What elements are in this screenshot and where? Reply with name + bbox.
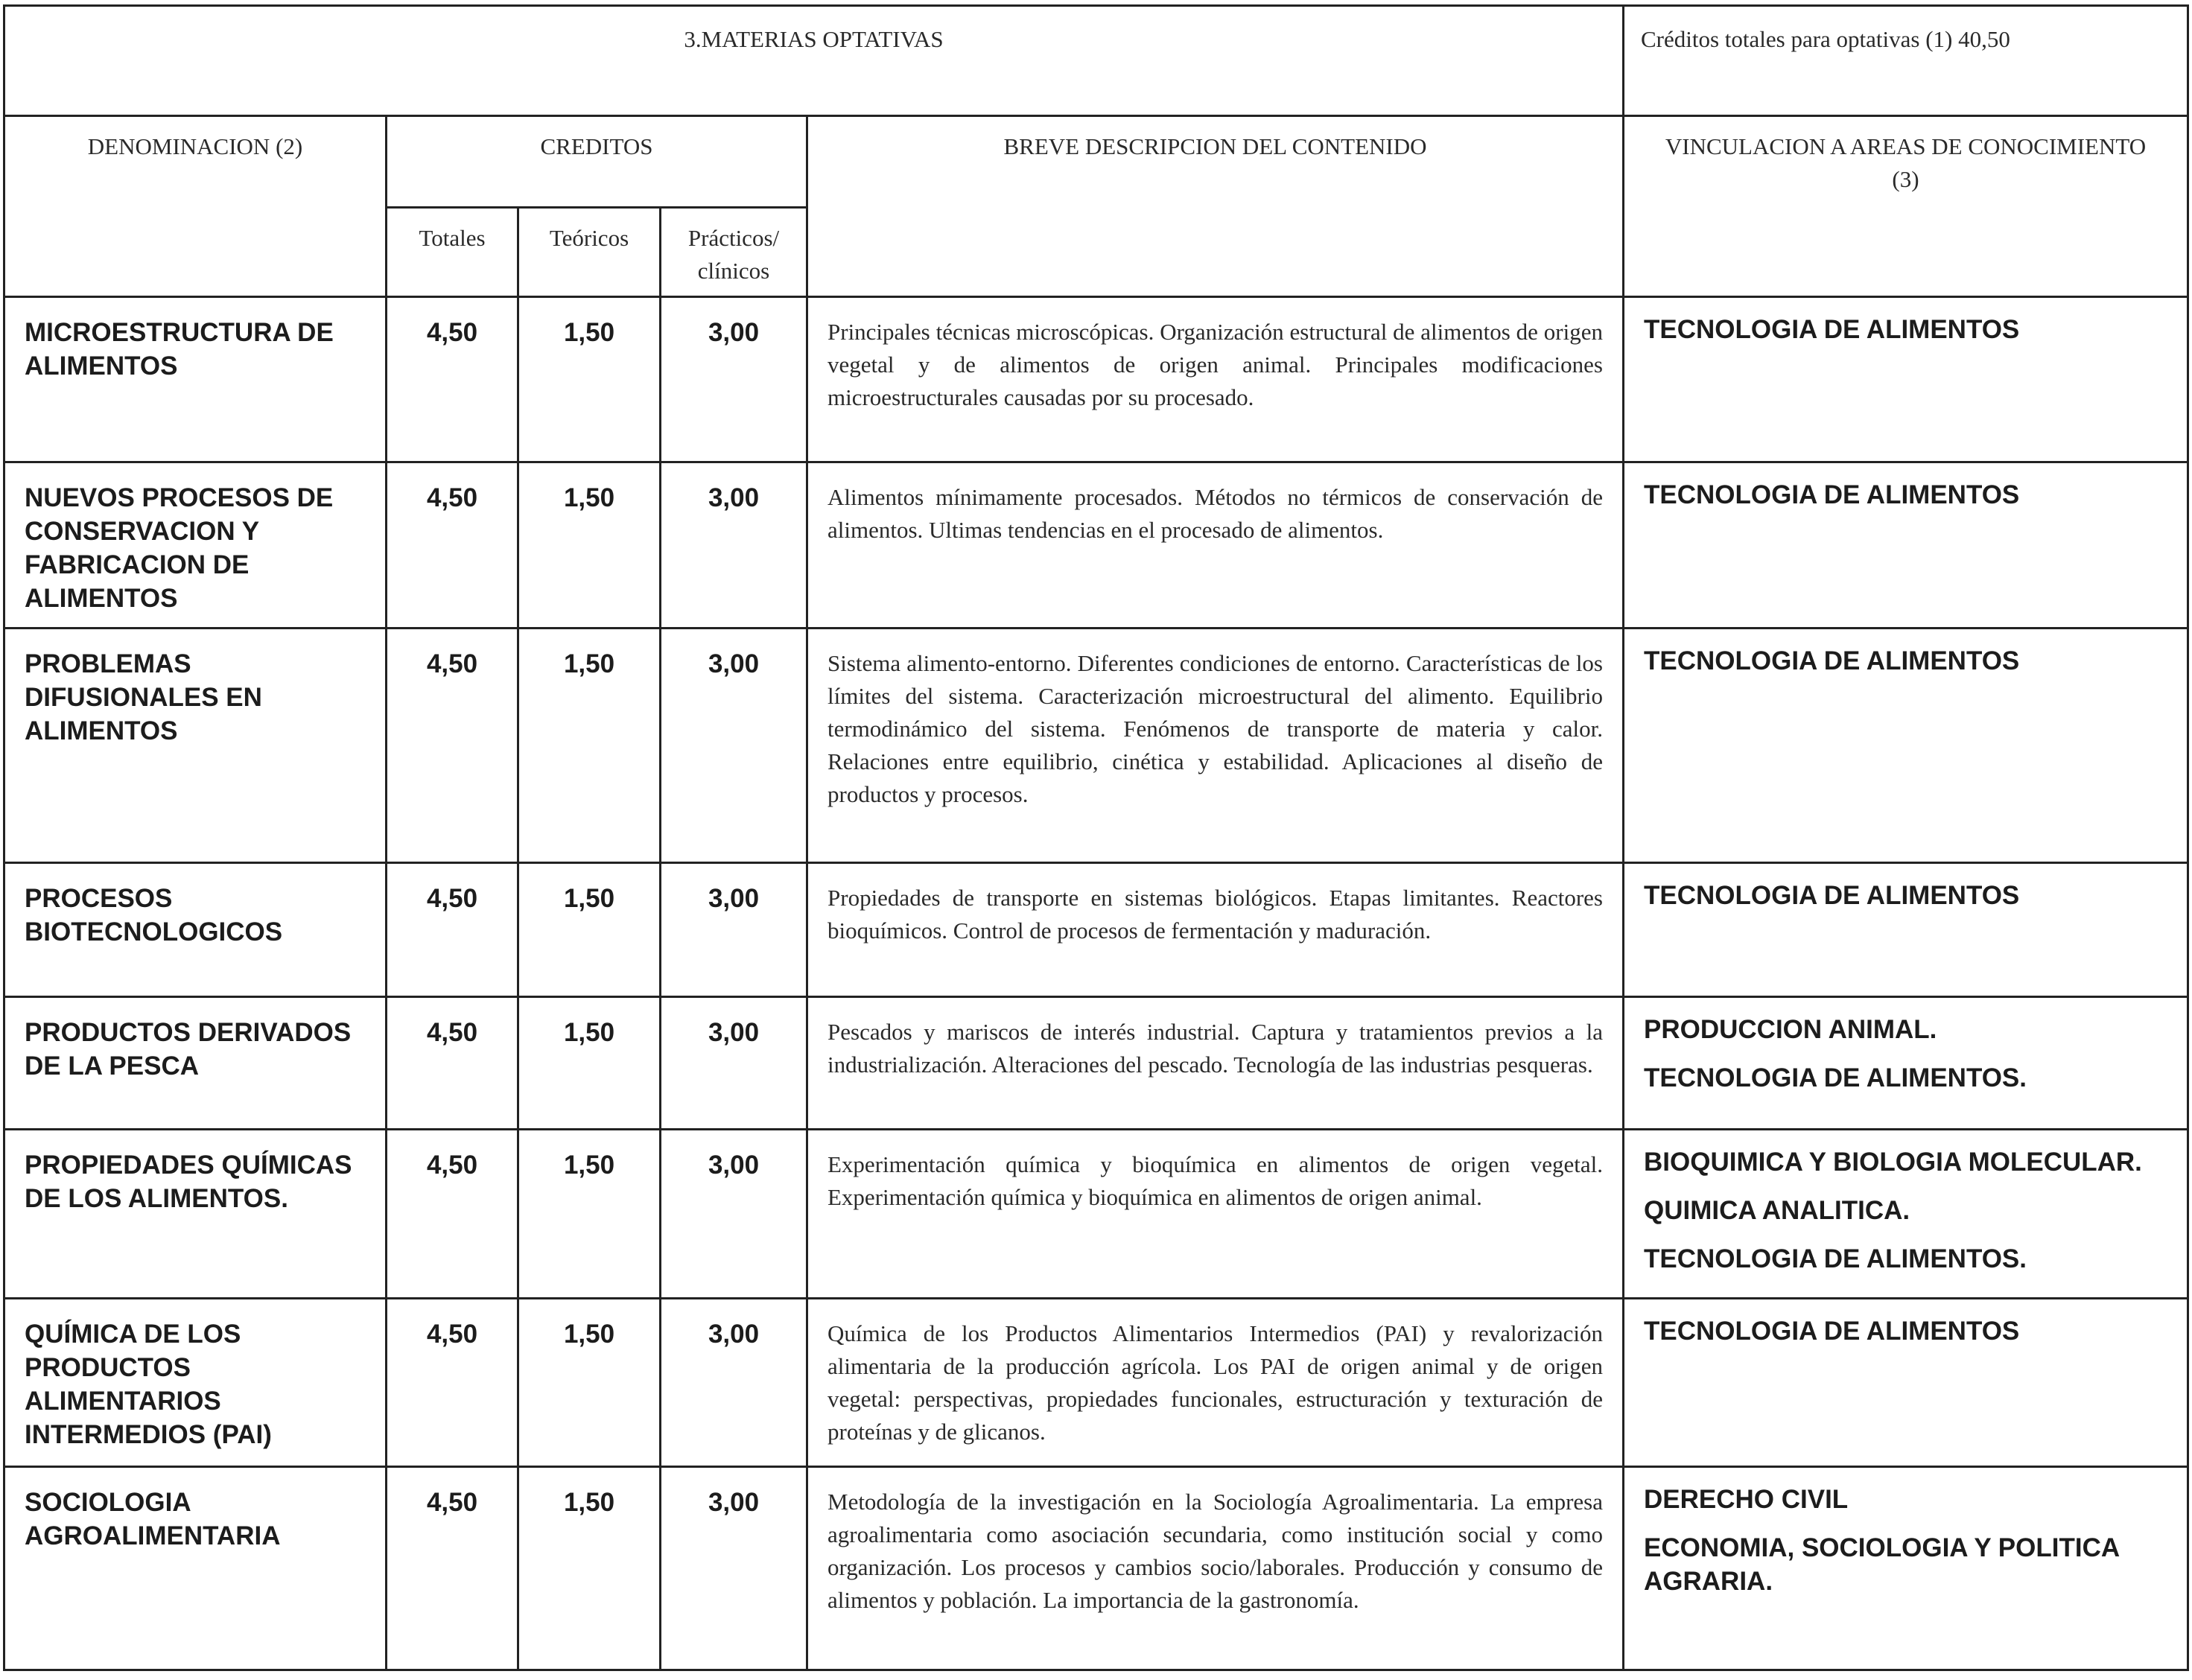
course-name: PROPIEDADES QUÍMICAS DE LOS ALIMENTOS. [4,1130,387,1299]
col-header-practicos: Prácticos/ clínicos [661,207,807,296]
course-description: Sistema alimento-entorno. Diferentes condiciones de entorno. Características de los límites del sistema. Caracterización microestructural del alimento. Equilibrio termodinámico del sistema. Fenómenos de transporte de materia y calor. Relaciones entre equilibrio, cinética y estabilidad. Aplicaciones al diseño de productos y procesos. [807,628,1624,862]
credits-totales: 4,50 [387,1130,518,1299]
table-row [4,1298,2188,1467]
course-description: Principales técnicas microscópicas. Organización estructural de alimentos de origen vegetal y de alimentos de origen animal. Principales modificaciones microestructurales causadas por su procesado. [807,296,1624,462]
course-name: PROBLEMAS DIFUSIONALES EN ALIMENTOS [4,628,387,862]
knowledge-areas [1624,862,2188,996]
knowledge-area: TECNOLOGIA DE ALIMENTOS [1644,1316,2020,1346]
knowledge-area: TECNOLOGIA DE ALIMENTOS [1644,314,2020,344]
knowledge-areas [1624,462,2188,628]
course-description: Alimentos mínimamente procesados. Métodos no térmicos de conservación de alimentos. Ultimas tendencias en el procesado de alimentos. [807,462,1624,628]
knowledge-areas [1624,996,2188,1129]
col-header-denominacion: DENOMINACION (2) [4,116,387,297]
knowledge-areas [1624,296,2188,462]
course-description: Pescados y mariscos de interés industrial. Captura y tratamientos previos a la industrialización. Alteraciones del pescado. Tecnología de las industrias pesqueras. [807,996,1624,1129]
table-row [4,1130,2188,1299]
knowledge-area: QUIMICA ANALITICA. [1644,1196,1910,1226]
section-title: 3.MATERIAS OPTATIVAS [4,6,1624,116]
knowledge-area: TECNOLOGIA DE ALIMENTOS. [1644,1244,2027,1274]
table-row [4,862,2188,996]
course-description: Propiedades de transporte en sistemas biológicos. Etapas limitantes. Reactores bioquímicos. Control de procesos de fermentación y maduración. [807,862,1624,996]
col-header-creditos: CREDITOS [387,116,807,207]
credits-practicos: 3,00 [661,296,807,462]
knowledge-areas [1624,1467,2188,1670]
course-name: PRODUCTOS DERIVADOS DE LA PESCA [4,996,387,1129]
knowledge-area: TECNOLOGIA DE ALIMENTOS [1644,646,2020,675]
credits-teoricos: 1,50 [518,862,661,996]
knowledge-area: TECNOLOGIA DE ALIMENTOS. [1644,1063,2027,1092]
course-description: Química de los Productos Alimentarios Intermedios (PAI) y revalorización alimentaria de la producción agrícola. Los PAI de origen animal y de origen vegetal: perspectivas, propiedades funcionales, estructuración y texturación de proteínas y de glicanos. [807,1298,1624,1467]
course-name: PROCESOS BIOTECNOLOGICOS [4,862,387,996]
table-row [4,1467,2188,1670]
credits-totales: 4,50 [387,996,518,1129]
course-name: NUEVOS PROCESOS DE CONSERVACION Y FABRICACION DE ALIMENTOS [4,462,387,628]
optativas-table [3,4,2189,1671]
credits-practicos: 3,00 [661,462,807,628]
col-header-totales: Totales [387,207,518,296]
credits-totales: 4,50 [387,862,518,996]
knowledge-areas [1624,1298,2188,1467]
knowledge-area: BIOQUIMICA Y BIOLOGIA MOLECULAR. [1644,1148,2142,1177]
col-header-vinculacion: VINCULACION A AREAS DE CONOCIMIENTO (3) [1624,116,2188,297]
credits-teoricos: 1,50 [518,996,661,1129]
col-header-teoricos: Teóricos [518,207,661,296]
col-header-descripcion: BREVE DESCRIPCION DEL CONTENIDO [807,116,1624,297]
course-name: QUÍMICA DE LOS PRODUCTOS ALIMENTARIOS INTERMEDIOS (PAI) [4,1298,387,1467]
credits-practicos: 3,00 [661,1130,807,1299]
course-name: MICROESTRUCTURA DE ALIMENTOS [4,296,387,462]
credits-practicos: 3,00 [661,1467,807,1670]
table-row [4,628,2188,862]
credits-teoricos: 1,50 [518,1130,661,1299]
course-description: Experimentación química y bioquímica en alimentos de origen vegetal. Experimentación química y bioquímica en alimentos de origen animal. [807,1130,1624,1299]
credits-totales: 4,50 [387,462,518,628]
total-credits: Créditos totales para optativas (1) 40,50 [1624,6,2188,116]
knowledge-area: DERECHO CIVIL [1644,1485,1849,1515]
credits-practicos: 3,00 [661,862,807,996]
knowledge-areas [1624,628,2188,862]
credits-totales: 4,50 [387,296,518,462]
credits-teoricos: 1,50 [518,1467,661,1670]
credits-teoricos: 1,50 [518,462,661,628]
credits-teoricos: 1,50 [518,628,661,862]
knowledge-area: ECONOMIA, SOCIOLOGIA Y POLITICA AGRARIA. [1644,1533,2119,1597]
knowledge-area: TECNOLOGIA DE ALIMENTOS [1644,880,2020,910]
credits-teoricos: 1,50 [518,296,661,462]
course-rows [4,296,2188,1670]
course-name: SOCIOLOGIA AGROALIMENTARIA [4,1467,387,1670]
table-row [4,296,2188,462]
credits-practicos: 3,00 [661,1298,807,1467]
knowledge-area: TECNOLOGIA DE ALIMENTOS [1644,480,2020,510]
course-description: Metodología de la investigación en la Sociología Agroalimentaria. La empresa agroalimentaria como asociación secundaria, como institución social y como organización. Los procesos y cambios socio/laborales. Producción y consumo de alimentos y población. La importancia de la gastronomía. [807,1467,1624,1670]
table-row [4,462,2188,628]
credits-totales: 4,50 [387,1298,518,1467]
credits-teoricos: 1,50 [518,1298,661,1467]
credits-practicos: 3,00 [661,628,807,862]
credits-practicos: 3,00 [661,996,807,1129]
knowledge-area: PRODUCCION ANIMAL. [1644,1014,1937,1044]
table-row [4,996,2188,1129]
credits-totales: 4,50 [387,628,518,862]
knowledge-areas [1624,1130,2188,1299]
credits-totales: 4,50 [387,1467,518,1670]
